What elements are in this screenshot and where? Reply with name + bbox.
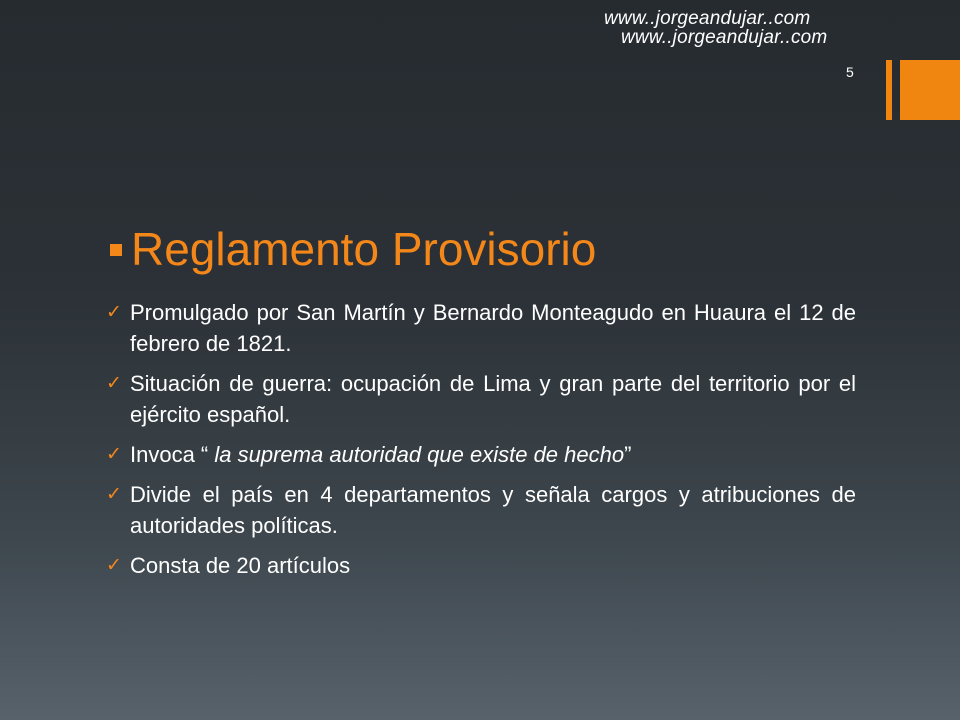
square-bullet-icon	[110, 244, 122, 256]
watermark-text: www..jorgeandujar..com	[604, 8, 811, 29]
list-item-text: Promulgado por San Martín y Bernardo Monteagudo en Huaura el 12 de febrero de 1821.	[130, 300, 856, 356]
slide-number: 5	[846, 64, 854, 80]
checkmark-icon: ✓	[106, 554, 122, 576]
list-item-text: Situación de guerra: ocupación de Lima y gran parte del territorio por el ejército español.	[130, 371, 856, 427]
watermark-text-shadow: www..jorgeandujar..com	[621, 27, 828, 48]
list-item	[106, 439, 856, 470]
checkmark-icon: ✓	[106, 372, 122, 394]
bullet-list	[106, 297, 856, 590]
list-item-text: Divide el país en 4 departamentos y señala cargos y atribuciones de autoridades políticas.	[130, 482, 856, 538]
accent-bar-thick	[900, 60, 960, 120]
list-item	[106, 550, 856, 581]
list-item-emphasis: la suprema autoridad que existe de hecho	[214, 442, 625, 467]
list-item-text	[130, 439, 856, 470]
checkmark-icon: ✓	[106, 301, 122, 323]
checkmark-icon: ✓	[106, 483, 122, 505]
list-item	[106, 479, 856, 541]
list-item	[106, 368, 856, 430]
list-item-suffix: ”	[624, 442, 632, 467]
list-item-text: Consta de 20 artículos	[130, 553, 351, 578]
slide-title-text: Reglamento Provisorio	[131, 223, 597, 275]
slide-title	[110, 222, 596, 276]
list-item-prefix: Invoca “	[130, 442, 215, 467]
list-item	[106, 297, 856, 359]
checkmark-icon: ✓	[106, 443, 122, 465]
accent-bar-thin	[886, 60, 892, 120]
